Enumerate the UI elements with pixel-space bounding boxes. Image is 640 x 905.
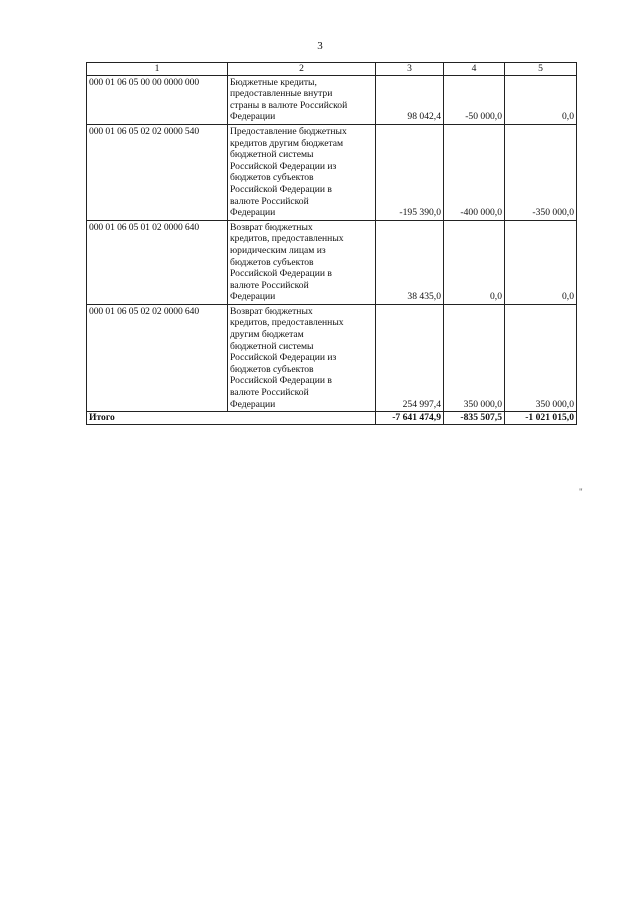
row-code: 000 01 06 05 00 00 0000 000 <box>87 75 228 124</box>
table-row <box>87 75 577 124</box>
description-line: Российской Федерации из <box>230 352 337 364</box>
budget-sources-table <box>86 62 577 425</box>
total-label: Итого <box>87 412 376 425</box>
total-row <box>87 412 577 425</box>
description-line: Возврат бюджетных <box>230 305 313 317</box>
description-line: кредитов, предоставленных <box>230 233 344 245</box>
row-description <box>228 220 376 304</box>
row-value-col5: -350 000,0 <box>505 124 577 220</box>
row-value-col3: 98 042,4 <box>376 75 444 124</box>
row-value-col4: 0,0 <box>444 220 505 304</box>
row-value-col3: 254 997,4 <box>376 304 444 411</box>
description-line: валюте Российской <box>230 279 309 291</box>
table-header-row <box>87 63 577 76</box>
description-line: Российской Федерации из <box>230 160 337 172</box>
page-number: 3 <box>317 40 323 52</box>
description-line: другим бюджетам <box>230 329 304 341</box>
description-line: предоставленные внутри <box>230 88 333 100</box>
row-code: 000 01 06 05 02 02 0000 540 <box>87 124 228 220</box>
header-col-2: 2 <box>228 63 376 76</box>
description-line: кредитов другим бюджетам <box>230 137 344 149</box>
header-col-4: 4 <box>444 63 505 76</box>
total-value-col3: -7 641 474,9 <box>376 412 444 425</box>
description-line: Федерации <box>230 291 276 303</box>
description-line: Федерации <box>230 398 276 410</box>
row-code: 000 01 06 05 01 02 0000 640 <box>87 220 228 304</box>
description-line: валюте Российской <box>230 195 309 207</box>
row-code: 000 01 06 05 02 02 0000 640 <box>87 304 228 411</box>
description-line: бюджетной системы <box>230 340 314 352</box>
description-line: юридическим лицам из <box>230 244 326 256</box>
row-value-col5: 0,0 <box>505 75 577 124</box>
description-line: бюджетов субъектов <box>230 363 314 375</box>
row-value-col3: -195 390,0 <box>376 124 444 220</box>
row-value-col5: 0,0 <box>505 220 577 304</box>
row-value-col4: -400 000,0 <box>444 124 505 220</box>
description-line: Российской Федерации в <box>230 183 332 195</box>
description-line: бюджетов субъектов <box>230 256 314 268</box>
header-col-5: 5 <box>505 63 577 76</box>
table-row <box>87 220 577 304</box>
row-description <box>228 304 376 411</box>
description-line: страны в валюте Российской <box>230 99 348 111</box>
total-value-col4: -835 507,5 <box>444 412 505 425</box>
total-value-col5: -1 021 015,0 <box>505 412 577 425</box>
header-col-3: 3 <box>376 63 444 76</box>
row-value-col3: 38 435,0 <box>376 220 444 304</box>
row-value-col5: 350 000,0 <box>505 304 577 411</box>
description-line: кредитов, предоставленных <box>230 317 344 329</box>
description-line: валюте Российской <box>230 387 309 399</box>
description-line: Федерации <box>230 207 276 219</box>
description-line: Российской Федерации в <box>230 375 332 387</box>
description-line: Предоставление бюджетных <box>230 125 347 137</box>
description-line: Российской Федерации в <box>230 268 332 280</box>
description-line: бюджетов субъектов <box>230 172 314 184</box>
description-line: Возврат бюджетных <box>230 221 313 233</box>
row-value-col4: 350 000,0 <box>444 304 505 411</box>
table-row <box>87 124 577 220</box>
row-description <box>228 75 376 124</box>
row-description <box>228 124 376 220</box>
description-line: бюджетной системы <box>230 149 314 161</box>
closing-quote-mark: " <box>579 487 583 497</box>
table-row <box>87 304 577 411</box>
header-col-1: 1 <box>87 63 228 76</box>
description-line: Федерации <box>230 111 276 123</box>
row-value-col4: -50 000,0 <box>444 75 505 124</box>
description-line: Бюджетные кредиты, <box>230 76 317 88</box>
